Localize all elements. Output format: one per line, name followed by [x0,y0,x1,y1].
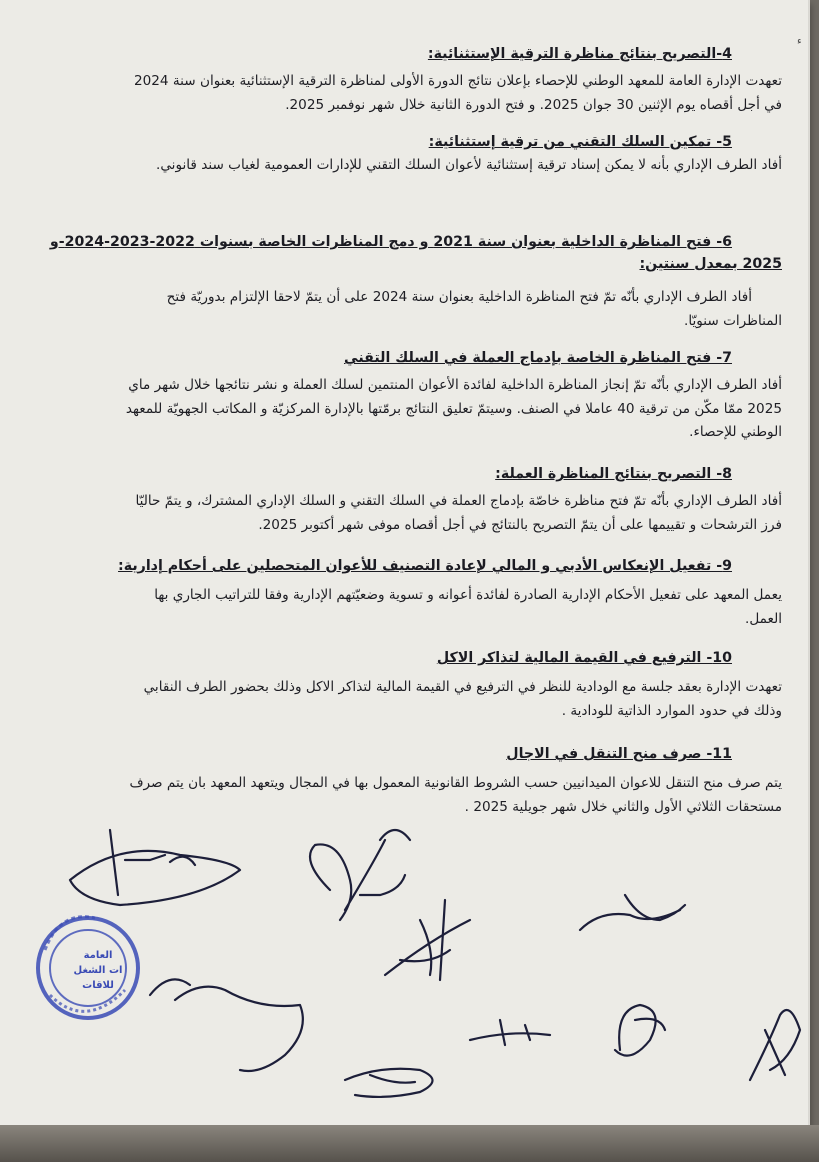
section-paragraph [60,286,782,333]
section-heading: 7- فتح المناظرة الخاصة بإدماج العملة في السلك التقني [343,350,732,366]
corner-mark: ء [797,36,802,47]
text-line: في أجل أقصاه يوم الإثنين 30 جوان 2025. و فتح الدورة الثانية خلال شهر نوفمبر 2025. [285,96,782,113]
signature-4 [580,895,685,930]
section-8 [60,466,782,537]
text-line: أفاد الطرف الإداري بأنّه تمّ إنجاز المناظرة الداخلية لفائدة الأعوان المنتمين لسلك العملة و نشر نتائجها خلال شهر ماي [128,377,782,393]
section-paragraph [60,584,782,631]
section-heading: 11- صرف منح التنقل في الاجال [506,746,732,762]
text-line: العمل. [745,610,782,627]
section-heading: 5- تمكين السلك التقني من ترقية إستثنائية: [428,134,732,150]
text-line: مستحقات الثلاثي الأول والثاني خلال شهر جويلية 2025 . [464,798,782,815]
section-10 [60,650,782,723]
signatures-area [0,800,810,1125]
section-heading: 4-التصريح بنتائج مناظرة الترقية الإستثنائية: [427,46,732,62]
text-line: أفاد الطرف الإداري بأنّه تمّ فتح المناظرة الداخلية بعنوان سنة 2024 على أن يتمّ لاحقا الإلتزام بدوريّة فتح [166,289,752,305]
text-line: أفاد الطرف الإداري بأنّه تمّ فتح مناظرة خاصّة بإدماج العملة في السلك التقني و السلك الإداري المشترك، و يتمّ حاليّا [135,493,782,509]
section-paragraph [60,70,782,117]
stamp-text-1: العامة [83,950,113,961]
section-6 [49,234,782,333]
section-paragraph [60,374,782,445]
text-line: تعهدت الإدارة بعقد جلسة مع الودادية للنظر في الترفيع في القيمة المالية لتذاكر الاكل وذلك بحضور الطرف النقابي [143,679,782,695]
section-paragraph [60,676,782,723]
signature-1 [70,830,240,905]
section-4 [60,46,782,117]
scan-background [0,1125,819,1162]
section-7 [60,350,782,445]
text-line: الوطني للإحصاء. [689,424,782,440]
section-heading: 6- فتح المناظرة الداخلية بعنوان سنة 2021 و دمج المناظرات الخاصة بسنوات 2022-2023-2024-و [49,234,732,250]
text-line: المناظرات سنويّا. [684,312,782,329]
signatures-svg [0,800,810,1125]
section-heading: 8- التصريح بنتائج المناظرة العملة: [495,466,732,482]
stamp-text-2: ات الشغل [73,965,123,976]
signature-5 [150,979,303,1071]
text-line: فرز الترشحات و تقييمها على أن يتمّ التصريح بالنتائج في أجل أقصاه موفى شهر أكتوبر 2025. [258,516,782,533]
signature-6 [470,1020,550,1045]
signature-8 [750,1010,800,1080]
section-5 [60,134,782,178]
signature-3 [385,900,470,980]
section-paragraph [60,154,782,178]
section-heading: 10- الترفيع في القيمة المالية لتذاكر الاكل [436,650,732,666]
text-line: 2025 ممّا مكّن من ترقية 40 عاملا في الصنف. وسيتمّ تعليق النتائج برمّتها بالإدارة المركزيّة و المكاتب الجهويّة للمعهد [125,400,782,417]
signature-7 [615,1005,665,1056]
section-9 [60,558,782,631]
section-paragraph [60,490,782,537]
text-line: أفاد الطرف الإداري بأنه لا يمكن إسناد ترقية إستثنائية لأعوان السلك التقني للإدارات العمومية لغياب سند قانوني. [156,157,782,173]
text-line: تعهدت الإدارة العامة للمعهد الوطني للإحصاء بإعلان نتائج الدورة الأولى لمناظرة الترقية الإستثنائية بعنوان سنة 2024 [133,73,782,89]
text-line: يتم صرف منح التنقل للاعوان الميدانيين حسب الشروط القانونية المعمول بها في المجال ويتعهد المعهد بان يتم صرف [129,775,782,791]
section-heading-continued: 2025 بمعدل سنتين: [639,256,782,272]
signature-2 [310,830,410,920]
signature-9 [345,1069,433,1097]
text-line: يعمل المعهد على تفعيل الأحكام الإدارية الصادرة لفائدة أعوانه و تسوية وضعيّتهم الإدارية وفقا للتراتيب الجاري بها [154,587,782,603]
text-line: وذلك في حدود الموارد الذاتية للودادية . [561,702,782,719]
section-heading: 9- تفعيل الإنعكاس الأدبي و المالي لإعادة التصنيف للأعوان المتحصلين على أحكام إدارية: [118,558,732,574]
stamp-text-3: للاقات [82,980,114,991]
